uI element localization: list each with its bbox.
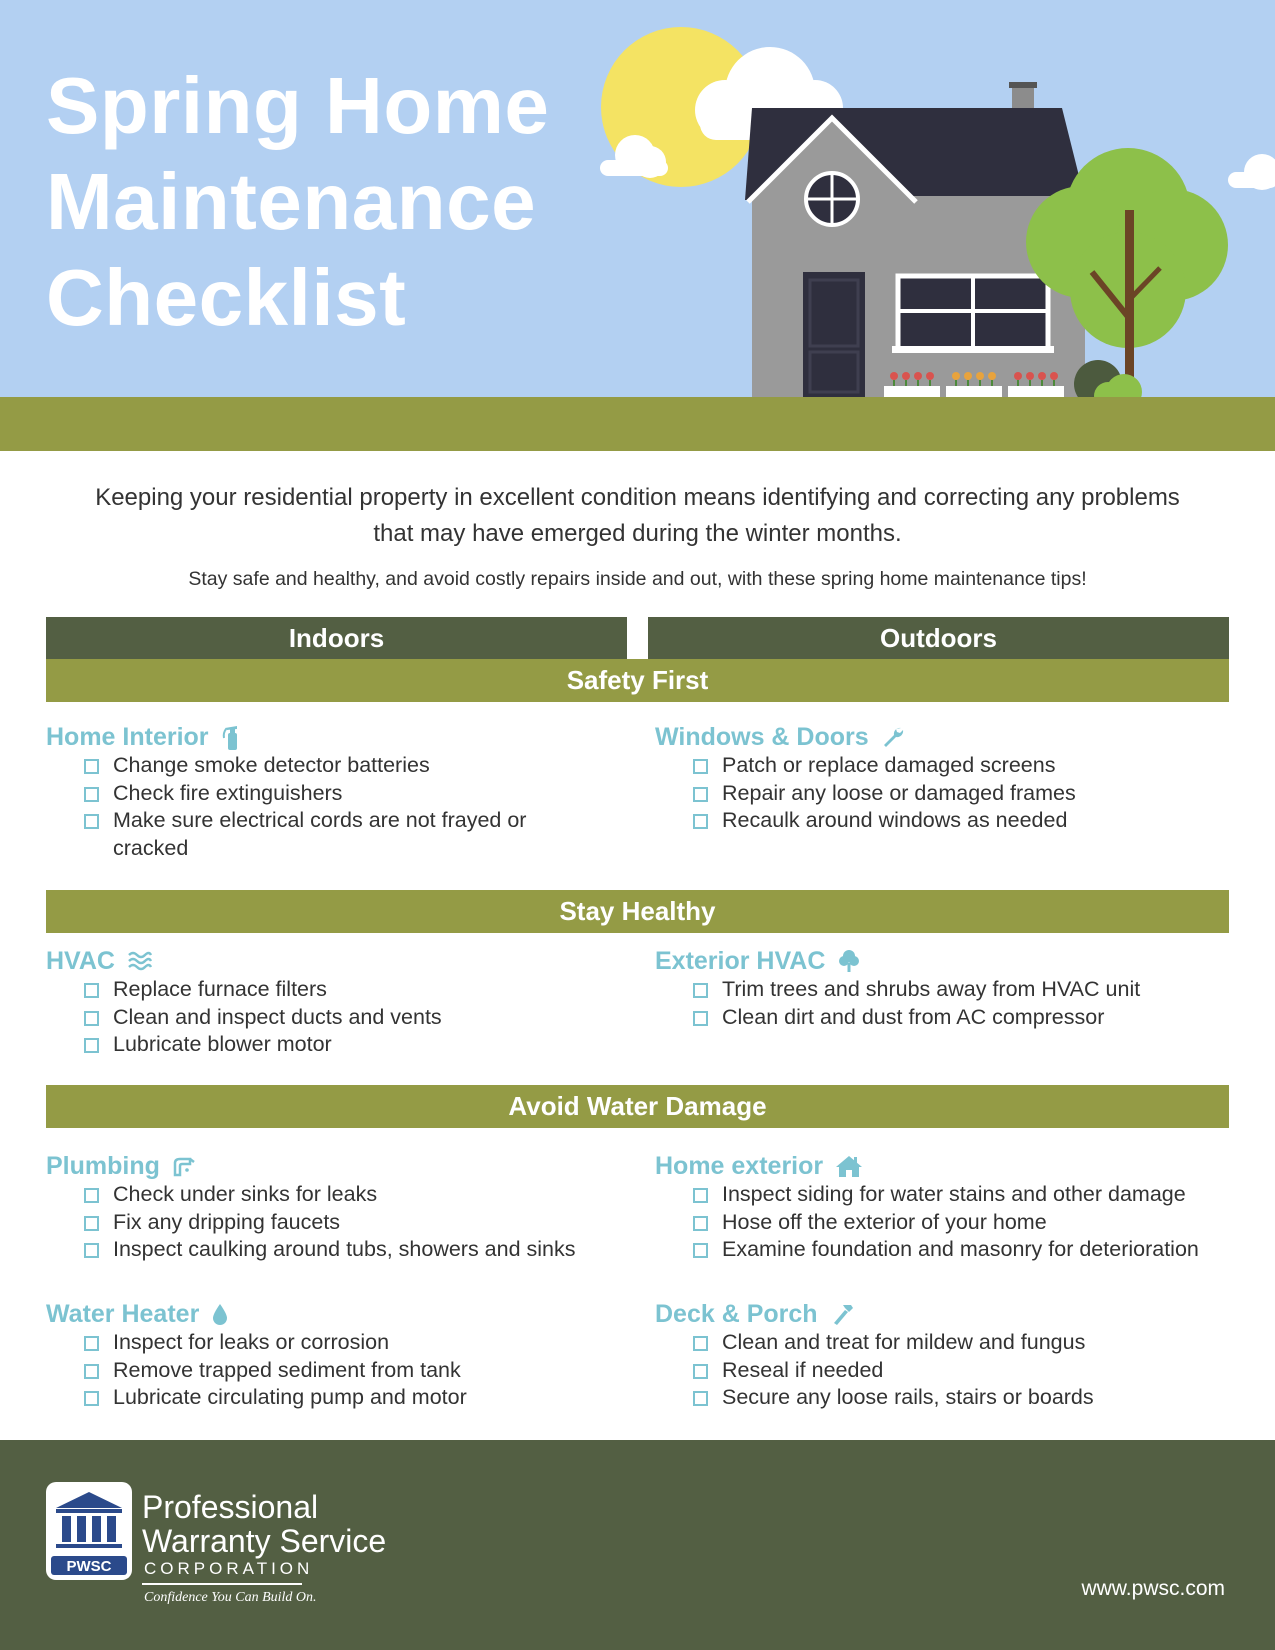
section-title: Home exterior <box>655 1151 824 1180</box>
checklist-item[interactable]: Change smoke detector batteries <box>84 752 626 780</box>
faucet-icon <box>172 1155 196 1177</box>
checkbox[interactable] <box>693 1011 708 1026</box>
fire-extinguisher-icon <box>221 724 243 750</box>
checklist-item[interactable]: Check under sinks for leaks <box>84 1181 626 1209</box>
house-icon <box>835 1154 863 1178</box>
section-title: Exterior HVAC <box>655 946 826 975</box>
checklist-item[interactable]: Lubricate circulating pump and motor <box>84 1384 626 1412</box>
cloud-shape-right <box>1228 154 1275 190</box>
title-line-2: Maintenance <box>46 157 537 246</box>
column-header-outdoors: Outdoors <box>648 617 1229 659</box>
title-line-1: Spring Home <box>46 61 550 150</box>
checklist <box>693 752 1235 835</box>
section-title: Deck & Porch <box>655 1299 818 1328</box>
grass-strip <box>0 397 1275 451</box>
checklist-item[interactable]: Inspect caulking around tubs, showers and sinks <box>84 1236 626 1264</box>
checklist-item[interactable]: Trim trees and shrubs away from HVAC unit <box>693 976 1235 1004</box>
checklist-item[interactable]: Repair any loose or damaged frames <box>693 780 1235 808</box>
checklist-item[interactable]: Inspect for leaks or corrosion <box>84 1329 626 1357</box>
checkbox[interactable] <box>84 1038 99 1053</box>
checklist-item[interactable]: Replace furnace filters <box>84 976 626 1004</box>
band-stay-healthy: Stay Healthy <box>46 890 1229 933</box>
tree-icon <box>837 949 861 973</box>
checkbox[interactable] <box>693 1391 708 1406</box>
hammer-icon <box>830 1302 856 1326</box>
intro-sub: Stay safe and healthy, and avoid costly repairs inside and out, with these spring home maintenance tips! <box>188 568 1087 590</box>
checklist-item[interactable]: Secure any loose rails, stairs or boards <box>693 1384 1235 1412</box>
section-title: Water Heater <box>46 1299 200 1328</box>
company-corporation: CORPORATION <box>144 1559 314 1578</box>
checkbox[interactable] <box>693 759 708 774</box>
checklist-item[interactable]: Check fire extinguishers <box>84 780 626 808</box>
section-title: Plumbing <box>46 1151 160 1180</box>
checklist <box>84 976 626 1059</box>
checkbox[interactable] <box>84 759 99 774</box>
logo-badge-text: PWSC <box>66 1558 112 1575</box>
logo-divider <box>142 1583 302 1585</box>
checkbox[interactable] <box>84 814 99 829</box>
checklist-item[interactable]: Hose off the exterior of your home <box>693 1209 1235 1237</box>
checkbox[interactable] <box>693 1243 708 1258</box>
checklist <box>84 1329 626 1412</box>
checkbox[interactable] <box>693 814 708 829</box>
section-home-exterior <box>655 1151 1235 1264</box>
website-link[interactable]: www.pwsc.com <box>1081 1577 1225 1600</box>
checkbox[interactable] <box>84 1243 99 1258</box>
intro-lead: Keeping your residential property in excellent condition means identifying and correcting any problems that may have emerged during the winter months. <box>95 484 1180 547</box>
checklist-item[interactable]: Remove trapped sediment from tank <box>84 1357 626 1385</box>
company-name: Professional Warranty Service <box>142 1489 387 1559</box>
pwsc-logo <box>46 1482 132 1580</box>
checkbox[interactable] <box>84 1216 99 1231</box>
wrench-icon <box>881 725 905 749</box>
column-header-indoors: Indoors <box>46 617 627 659</box>
checklist-item[interactable]: Clean dirt and dust from AC compressor <box>693 1004 1235 1032</box>
checklist-item[interactable]: Reseal if needed <box>693 1357 1235 1385</box>
checkbox[interactable] <box>693 983 708 998</box>
section-hvac <box>46 946 626 1059</box>
footer <box>0 1440 1275 1650</box>
checkbox[interactable] <box>84 1188 99 1203</box>
checklist-item[interactable]: Inspect siding for water stains and other damage <box>693 1181 1235 1209</box>
checklist <box>693 1329 1235 1412</box>
checklist-item[interactable]: Patch or replace damaged screens <box>693 752 1235 780</box>
checklist-item[interactable]: Lubricate blower motor <box>84 1031 626 1059</box>
company-tagline: Confidence You Can Build On. <box>144 1590 317 1605</box>
checklist-item[interactable]: Examine foundation and masonry for deterioration <box>693 1236 1235 1264</box>
section-plumbing <box>46 1151 626 1264</box>
door-shape <box>803 272 865 400</box>
checklist-item[interactable]: Clean and inspect ducts and vents <box>84 1004 626 1032</box>
checklist-item[interactable]: Fix any dripping faucets <box>84 1209 626 1237</box>
checkbox[interactable] <box>84 1364 99 1379</box>
title-line-3: Checklist <box>46 253 407 342</box>
section-title: Home Interior <box>46 722 209 751</box>
band-avoid-water-damage: Avoid Water Damage <box>46 1085 1229 1128</box>
checklist <box>693 1181 1235 1264</box>
checkbox[interactable] <box>84 1336 99 1351</box>
page-title <box>46 58 606 346</box>
checkbox[interactable] <box>693 1364 708 1379</box>
checkbox[interactable] <box>84 1391 99 1406</box>
checkbox[interactable] <box>84 983 99 998</box>
checkbox[interactable] <box>84 787 99 802</box>
checkbox[interactable] <box>693 1216 708 1231</box>
checklist <box>84 1181 626 1264</box>
water-drop-icon <box>211 1302 229 1326</box>
checklist-item[interactable]: Make sure electrical cords are not frayed or cracked <box>84 807 534 862</box>
checkbox[interactable] <box>84 1011 99 1026</box>
section-title: HVAC <box>46 946 115 975</box>
checkbox[interactable] <box>693 1336 708 1351</box>
section-title: Windows & Doors <box>655 722 869 751</box>
hero-banner <box>0 0 1275 451</box>
checklist-item[interactable]: Clean and treat for mildew and fungus <box>693 1329 1235 1357</box>
checkbox[interactable] <box>693 787 708 802</box>
checklist <box>84 752 626 862</box>
checklist-item[interactable]: Recaulk around windows as needed <box>693 807 1235 835</box>
section-deck-porch <box>655 1299 1235 1412</box>
section-home-interior <box>46 722 626 862</box>
checkbox[interactable] <box>693 1188 708 1203</box>
section-exterior-hvac <box>655 946 1235 1031</box>
checklist <box>693 976 1235 1031</box>
band-safety-first: Safety First <box>46 659 1229 702</box>
section-windows-doors <box>655 722 1235 835</box>
section-water-heater <box>46 1299 626 1412</box>
air-waves-icon <box>127 950 153 972</box>
